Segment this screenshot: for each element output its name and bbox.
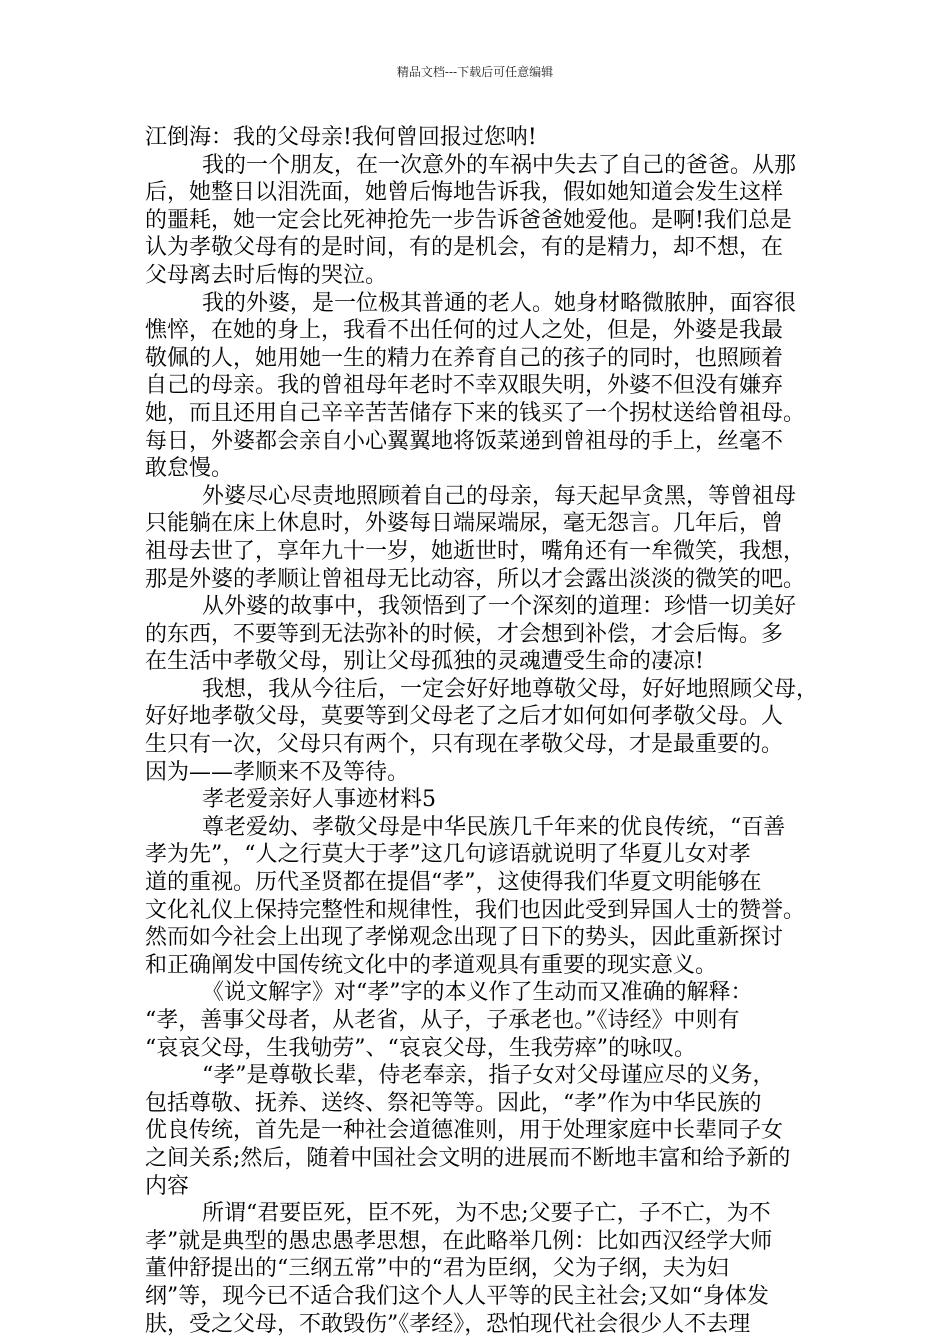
page-header: 精品文档---下载后可任意编辑: [396, 65, 554, 79]
text-line: 从外婆的故事中，我领悟到了一个深刻的道理：珍惜一切美好: [202, 594, 797, 620]
text-line: 认为孝敬父母有的是时间，有的是机会，有的是精力，却不想，在: [145, 235, 784, 261]
text-line: 我的一个朋友，在一次意外的车祸中失去了自己的爸爸。从那: [202, 152, 797, 178]
text-line: 董仲舒提出的“三纲五常”中的“君为臣纲，父为子纲，夫为妇: [145, 1256, 729, 1282]
text-line: 内容: [145, 1173, 190, 1199]
text-line: 和正确阐发中国传统文化中的孝道观具有重要的现实意义。: [145, 952, 718, 978]
text-line: 道的重视。历代圣贤都在提倡“孝”，这使得我们华夏文明能够在: [145, 870, 762, 896]
text-line: 尊老爱幼、孝敬父母是中华民族几千年来的优良传统，“百善: [202, 814, 786, 840]
text-line: 憔悴，在她的身上，我看不出任何的过人之处，但是，外婆是我最: [145, 318, 784, 344]
text-line: 后，她整日以泪洗面，她曾后悔地告诉我，假如她知道会发生这样: [145, 180, 784, 206]
text-line: 的噩耗，她一定会比死神抢先一步告诉爸爸她爱他。是啊!我们总是: [145, 207, 792, 233]
text-line: 生只有一次，父母只有两个，只有现在孝敬父母，才是最重要的。: [145, 732, 784, 758]
text-line: 她，而且还用自己辛辛苦苦储存下来的钱买了一个拐杖送给曾祖母。: [145, 400, 806, 426]
text-line: 之间关系;然后，随着中国社会文明的进展而不断地丰富和给予新的: [145, 1145, 791, 1171]
text-line: 我的外婆，是一位极其普通的老人。她身材略微脓肿，面容很: [202, 290, 797, 316]
text-line: 的东西，不要等到无法弥补的时候，才会想到补偿，才会后悔。多: [145, 621, 784, 647]
text-line: 只能躺在床上休息时，外婆每日端屎端尿，毫无怨言。几年后，曾: [145, 511, 784, 537]
text-line: 《说文解字》对“孝”字的本义作了生动而又准确的解释：: [202, 980, 753, 1006]
text-line: 每日，外婆都会亲自小心翼翼地将饭菜递到曾祖母的手上，丝毫不: [145, 428, 784, 454]
text-line: 肤，受之父母，不敢毁伤”《孝经》，恐怕现代社会很少人不去理: [145, 1311, 751, 1337]
text-line: 好好地孝敬父母，莫要等到父母老了之后才如何如何孝敬父母。人: [145, 704, 784, 730]
text-line: “哀哀父母，生我劬劳”、“哀哀父母，生我劳瘁”的咏叹。: [145, 1035, 696, 1061]
text-line: 在生活中孝敬父母，别让父母孤独的灵魂遭受生命的凄凉!: [145, 649, 704, 675]
text-line: 自己的母亲。我的曾祖母年老时不幸双眼失明，外婆不但没有嫌弃: [145, 373, 784, 399]
text-line: 江倒海：我的父母亲!我何曾回报过您呐!: [145, 125, 537, 150]
text-line: 然而如今社会上出现了孝悌观念出现了日下的势头，因此重新探讨: [145, 925, 784, 951]
text-line: 文化礼仪上保持完整性和规律性，我们也因此受到异国人士的赞誉。: [145, 897, 806, 923]
text-line: 父母离去时后悔的哭泣。: [145, 262, 388, 288]
text-line: “孝”是尊敬长辈，侍老奉亲，指子女对父母谨应尽的义务，: [202, 1063, 775, 1089]
text-line: 外婆尽心尽责地照顾着自己的母亲，每天起早贪黑，等曾祖母: [202, 483, 797, 509]
text-line: 祖母去世了，享年九十一岁，她逝世时，嘴角还有一牟微笑，我想，: [145, 538, 806, 564]
text-line: 因为——孝顺来不及等待。: [145, 759, 410, 785]
text-line: 敬佩的人，她用她一生的精力在养育自己的孩子的同时，也照顾着: [145, 345, 784, 371]
text-line: 敢怠慢。: [145, 456, 234, 482]
text-line: 孝老爱亲好人事迹材料5: [202, 787, 436, 813]
text-line: 优良传统，首先是一种社会道德准则，用于处理家庭中长辈同子女: [145, 1118, 784, 1144]
text-line: 纲”等，现今已不适合我们这个人人平等的民主社会;又如“身体发: [145, 1283, 769, 1309]
document-body: [145, 124, 825, 1338]
text-line: 我想，我从今往后，一定会好好地尊敬父母，好好地照顾父母，: [202, 676, 819, 702]
text-line: “孝，善事父母者，从老省，从子，子承老也。”《诗经》中则有: [145, 1008, 740, 1033]
text-line: 所谓“君要臣死，臣不死，为不忠;父要子亡，子不亡，为不: [202, 1201, 771, 1227]
text-line: 孝”就是典型的愚忠愚孝思想，在此略举几例：比如西汉经学大师: [145, 1228, 773, 1254]
text-line: 孝为先”，“人之行莫大于孝”这几句谚语就说明了华夏儿女对孝: [145, 842, 751, 868]
text-line: 包括尊敬、抚养、送终、祭祀等等。因此，“孝”作为中华民族的: [145, 1090, 762, 1116]
text-line: 那是外婆的孝顺让曾祖母无比动容，所以才会露出淡淡的微笑的吧。: [145, 566, 806, 592]
